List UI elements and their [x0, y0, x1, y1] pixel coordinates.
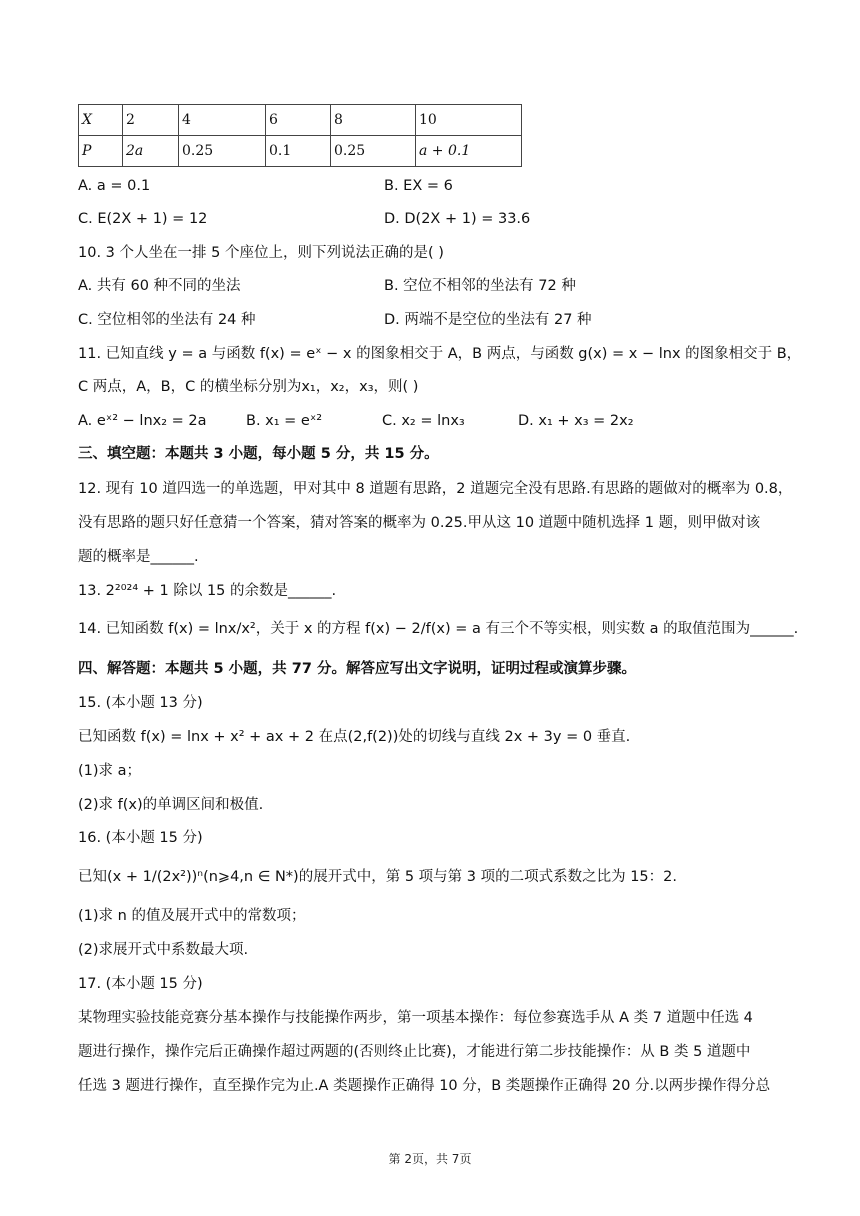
- table-cell: a + 0.1: [416, 136, 522, 167]
- q17-line1: 某物理实验技能竞赛分基本操作与技能操作两步，第一项基本操作：每位参赛选手从 A 类 7 道题中任选 4: [78, 1010, 753, 1026]
- section-heading: 三、填空题：本题共 3 小题，每小题 5 分，共 15 分。: [78, 446, 439, 462]
- table-cell: 2: [123, 105, 179, 136]
- table-cell: 0.1: [266, 136, 331, 167]
- q17-line2: 题进行操作，操作完后正确操作超过两题的(否则终止比赛)，才能进行第二步技能操作：从 B 类 5 道题中: [78, 1044, 751, 1060]
- q17-line3: 任选 3 题进行操作，直至操作完为止.A 类题操作正确得 10 分，B 类题操作正确得 20 分.以两步操作得分总: [78, 1078, 771, 1094]
- q9-option-d: D. D(2X + 1) = 33.6: [384, 211, 531, 227]
- table-cell: 8: [331, 105, 416, 136]
- page-footer: 第 2页，共 7页: [388, 1152, 472, 1166]
- table-row: [79, 136, 522, 167]
- q14-stem: 14. 已知函数 f(x) = lnx/x²，关于 x 的方程 f(x) − 2/f(x) = a 有三个不等实根，则实数 a 的取值范围为______.: [78, 621, 799, 637]
- table-cell: 0.25: [179, 136, 266, 167]
- table-cell: X: [79, 105, 123, 136]
- table-cell: 6: [266, 105, 331, 136]
- q11-option-a: A. eˣ² − lnx₂ = 2a: [78, 413, 207, 429]
- q12-line1: 12. 现有 10 道四选一的单选题，甲对其中 8 道题有思路，2 道题完全没有思路.有思路的题做对的概率为 0.8，: [78, 481, 793, 497]
- table-cell: 0.25: [331, 136, 416, 167]
- table-cell: 4: [179, 105, 266, 136]
- table-row: [79, 105, 522, 136]
- q13-stem: 13. 2²⁰²⁴ + 1 除以 15 的余数是______.: [78, 583, 337, 599]
- q10-option-a: A. 共有 60 种不同的坐法: [78, 278, 241, 294]
- q16-part1: (1)求 n 的值及展开式中的常数项；: [78, 908, 306, 924]
- q11-stem-line2: C 两点，A，B，C 的横坐标分别为x₁，x₂，x₃，则( ): [78, 379, 419, 395]
- section-heading: 四、解答题：本题共 5 小题，共 77 分。解答应写出文字说明，证明过程或演算步骤。: [78, 661, 636, 677]
- table-cell: P: [79, 136, 123, 167]
- q9-option-b: B. EX = 6: [384, 178, 453, 194]
- q12-line2: 没有思路的题只好任意猜一个答案，猜对答案的概率为 0.25.甲从这 10 道题中随机选择 1 题，则甲做对该: [78, 515, 761, 531]
- table-cell: 2a: [123, 136, 179, 167]
- q15-stem: 已知函数 f(x) = lnx + x² + ax + 2 在点(2,f(2))处的切线与直线 2x + 3y = 0 垂直.: [78, 729, 631, 745]
- q11-option-d: D. x₁ + x₃ = 2x₂: [518, 413, 634, 429]
- q16-part2: (2)求展开式中系数最大项.: [78, 942, 249, 958]
- q10-stem: 10. 3 个人坐在一排 5 个座位上，则下列说法正确的是( ): [78, 245, 444, 261]
- q15-part1: (1)求 a；: [78, 763, 142, 779]
- q15-title: 15. (本小题 13 分): [78, 695, 203, 711]
- q9-option-c: C. E(2X + 1) = 12: [78, 211, 208, 227]
- q11-stem-line1: 11. 已知直线 y = a 与函数 f(x) = eˣ − x 的图象相交于 A，B 两点，与函数 g(x) = x − lnx 的图象相交于 B，: [78, 346, 802, 362]
- q10-option-c: C. 空位相邻的坐法有 24 种: [78, 312, 256, 328]
- q9-option-a: A. a = 0.1: [78, 178, 151, 194]
- q12-line3: 题的概率是______.: [78, 549, 199, 565]
- distribution-table: [78, 104, 522, 167]
- q10-option-d: D. 两端不是空位的坐法有 27 种: [384, 312, 592, 328]
- q11-option-b: B. x₁ = eˣ²: [246, 413, 323, 429]
- q16-title: 16. (本小题 15 分): [78, 830, 203, 846]
- q17-title: 17. (本小题 15 分): [78, 976, 203, 992]
- table-cell: 10: [416, 105, 522, 136]
- q16-stem: 已知(x + 1/(2x²))ⁿ(n⩾4,n ∈ N*)的展开式中，第 5 项与第 3 项的二项式系数之比为 15：2.: [78, 869, 677, 885]
- q15-part2: (2)求 f(x)的单调区间和极值.: [78, 797, 264, 813]
- q10-option-b: B. 空位不相邻的坐法有 72 种: [384, 278, 576, 294]
- q11-option-c: C. x₂ = lnx₃: [382, 413, 465, 429]
